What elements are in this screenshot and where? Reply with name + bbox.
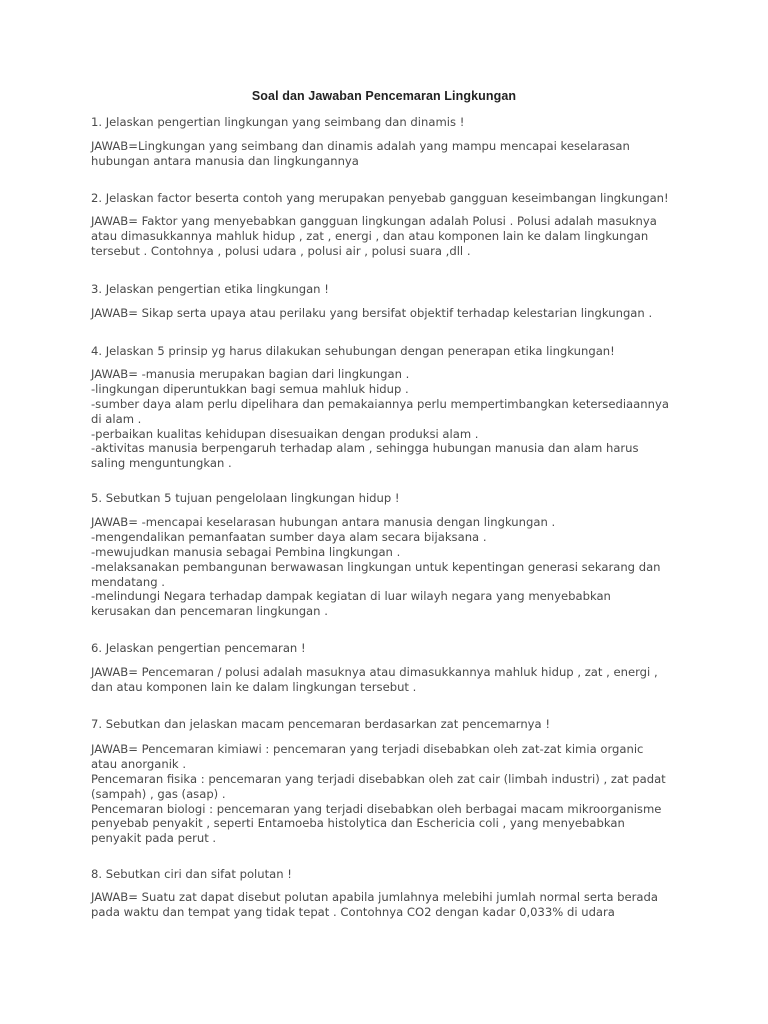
- answer-line: -mengendalikan pemanfaatan sumber daya alam secara bijaksana .: [91, 529, 487, 544]
- answer-line: penyakit pada perut .: [91, 831, 217, 846]
- document-title: Soal dan Jawaban Pencemaran Lingkungan: [251, 89, 517, 103]
- answer-1: [91, 139, 701, 169]
- question-line: 5. Sebutkan 5 tujuan pengelolaan lingkungan hidup !: [91, 491, 400, 505]
- question-line: 7. Sebutkan dan jelaskan macam pencemaran berdasarkan zat pencemarnya !: [91, 717, 550, 731]
- answer-line: mendatang .: [91, 574, 165, 589]
- answer-line: -aktivitas manusia berpengaruh terhadap alam , sehingga hubungan manusia dan alam harus: [91, 441, 639, 456]
- answer-line: (sampah) , gas (asap) .: [91, 786, 226, 801]
- answer-line: -melindungi Negara terhadap dampak kegiatan di luar wilayh negara yang menyebabkan: [91, 589, 611, 604]
- question-6: [91, 641, 701, 656]
- answer-line: JAWAB=Lingkungan yang seimbang dan dinamis adalah yang mampu mencapai keselarasan: [91, 139, 630, 153]
- answer-line: kerusakan dan pencemaran lingkungan .: [91, 604, 328, 619]
- answer-6: [91, 665, 701, 695]
- answer-line: JAWAB= -mencapai keselarasan hubungan antara manusia dengan lingkungan .: [91, 515, 556, 529]
- answer-4: [91, 367, 701, 471]
- answer-line: penyebab penyakit , seperti Entamoeba histolytica dan Eschericia coli , yang menyebabkan: [91, 816, 625, 831]
- question-line: 1. Jelaskan pengertian lingkungan yang seimbang dan dinamis !: [91, 115, 465, 129]
- answer-line: hubungan antara manusia dan lingkungannya: [91, 153, 359, 168]
- answer-line: pada waktu dan tempat yang tidak tepat . Contohnya CO2 dengan kadar 0,033% di udara: [91, 904, 615, 919]
- answer-line: -mewujudkan manusia sebagai Pembina lingkungan .: [91, 544, 401, 559]
- question-7: [91, 717, 701, 732]
- question-line: 6. Jelaskan pengertian pencemaran !: [91, 641, 306, 655]
- answer-line: Pencemaran fisika : pencemaran yang terjadi disebabkan oleh zat cair (limbah industri) , zat padat: [91, 771, 666, 786]
- answer-line: dan atau komponen lain ke dalam lingkungan tersebut .: [91, 679, 417, 694]
- answer-line: -melaksanakan pembangunan berwawasan lingkungan untuk kepentingan generasi sekarang dan: [91, 559, 661, 574]
- question-5: [91, 491, 701, 506]
- answer-line: Pencemaran biologi : pencemaran yang terjadi disebabkan oleh berbagai macam mikroorganisme: [91, 801, 662, 816]
- answer-2: [91, 214, 701, 259]
- answer-line: atau dimasukkannya mahluk hidup , zat , energi , dan atau komponen lain ke dalam lingkungan: [91, 228, 649, 243]
- answer-line: JAWAB= -manusia merupakan bagian dari lingkungan .: [91, 367, 410, 381]
- answer-line: tersebut . Contohnya , polusi udara , polusi air , polusi suara ,dll .: [91, 243, 471, 258]
- answer-line: JAWAB= Faktor yang menyebabkan gangguan lingkungan adalah Polusi . Polusi adalah masuknya: [91, 214, 657, 228]
- question-line: 8. Sebutkan ciri dan sifat polutan !: [91, 867, 292, 881]
- answer-line: -lingkungan diperuntukkan bagi semua mahluk hidup .: [91, 381, 409, 396]
- question-2: [91, 191, 701, 206]
- answer-5: [91, 515, 701, 619]
- answer-line: atau anorganik .: [91, 756, 187, 771]
- answer-3: [91, 306, 701, 321]
- answer-7: [91, 742, 701, 846]
- answer-line: JAWAB= Pencemaran / polusi adalah masuknya atau dimasukkannya mahluk hidup , zat , energi ,: [91, 665, 658, 679]
- question-line: 3. Jelaskan pengertian etika lingkungan !: [91, 282, 329, 296]
- answer-line: JAWAB= Sikap serta upaya atau perilaku yang bersifat objektif terhadap kelestarian lingkungan .: [91, 306, 653, 320]
- answer-8: [91, 890, 701, 920]
- question-8: [91, 867, 701, 882]
- answer-line: JAWAB= Pencemaran kimiawi : pencemaran yang terjadi disebabkan oleh zat-zat kimia organic: [91, 742, 644, 756]
- answer-line: JAWAB= Suatu zat dapat disebut polutan apabila jumlahnya melebihi jumlah normal serta berada: [91, 890, 658, 904]
- question-line: 2. Jelaskan factor beserta contoh yang merupakan penyebab gangguan keseimbangan lingkungan!: [91, 191, 669, 205]
- answer-line: -perbaikan kualitas kehidupan disesuaikan dengan produksi alam .: [91, 426, 479, 441]
- question-1: [91, 115, 701, 130]
- answer-line: -sumber daya alam perlu dipelihara dan pemakaiannya perlu mempertimbangkan ketersediaannya: [91, 396, 669, 411]
- question-line: 4. Jelaskan 5 prinsip yg harus dilakukan sehubungan dengan penerapan etika lingkungan!: [91, 344, 615, 358]
- answer-line: saling menguntungkan .: [91, 456, 232, 471]
- answer-line: di alam .: [91, 411, 142, 426]
- question-3: [91, 282, 701, 297]
- question-4: [91, 344, 701, 359]
